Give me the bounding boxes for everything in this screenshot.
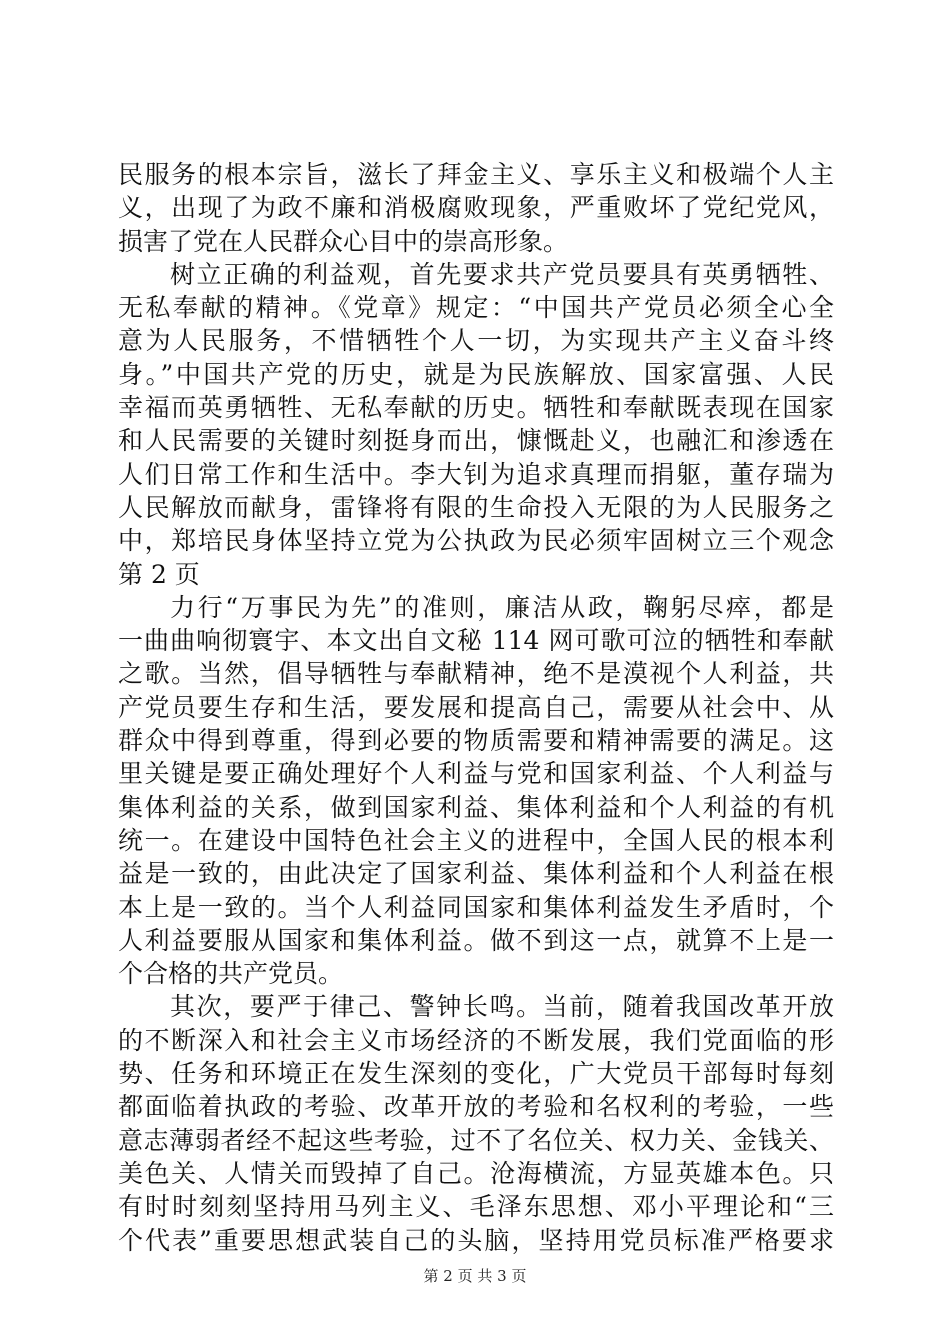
text-line: 之歌。当然，倡导牺牲与奉献精神，绝不是漠视个人利益，共: [118, 659, 834, 689]
text-line: 幸福而英勇牺牲、无私奉献的历史。牺牲和奉献既表现在国家: [118, 393, 834, 423]
text-line: 无私奉献的精神。《党章》规定：“中国共产党员必须全心全: [118, 293, 834, 323]
text-line: 力行“万事民为先”的准则，廉洁从政，鞠躬尽瘁，都是: [170, 592, 834, 622]
text-line: 意为人民服务，不惜牺牲个人一切，为实现共产主义奋斗终: [118, 326, 834, 356]
text-line: 意志薄弱者经不起这些考验，过不了名位关、权力关、金钱关、: [118, 1125, 834, 1155]
text-line: 美色关、人情关而毁掉了自己。沧海横流，方显英雄本色。只: [118, 1158, 834, 1188]
text-line: 人利益要服从国家和集体利益。做不到这一点，就算不上是一: [118, 925, 834, 955]
text-line: 势、任务和环境正在发生深刻的变化，广大党员干部每时每刻: [118, 1059, 834, 1089]
text-line: 一曲曲响彻寰宇、本文出自文秘 114 网可歌可泣的牺牲和奉献: [118, 626, 834, 656]
text-line: 人民解放而献身，雷锋将有限的生命投入无限的为人民服务之: [118, 492, 834, 522]
text-line: 本上是一致的。当个人利益同国家和集体利益发生矛盾时，个: [118, 892, 834, 922]
text-line: 中，郑培民身体坚持立党为公执政为民必须牢固树立三个观念: [118, 526, 834, 556]
text-line: 群众中得到尊重，得到必要的物质需要和精神需要的满足。这: [118, 726, 834, 756]
text-line: 个代表”重要思想武装自己的头脑，坚持用党员标准严格要求: [118, 1225, 834, 1255]
text-line: 统一。在建设中国特色社会主义的进程中，全国人民的根本利: [118, 825, 834, 855]
document-body: [118, 158, 834, 1257]
text-line: 个合格的共产党员。: [118, 959, 344, 989]
text-line: 和人民需要的关键时刻挺身而出，慷慨赴义，也融汇和渗透在: [118, 426, 834, 456]
text-line: 集体利益的关系，做到国家利益、集体利益和个人利益的有机: [118, 792, 834, 822]
text-line: 的不断深入和社会主义市场经济的不断发展，我们党面临的形: [118, 1025, 834, 1055]
text-line: 里关键是要正确处理好个人利益与党和国家利益、个人利益与: [118, 759, 834, 789]
text-line: 身。”中国共产党的历史，就是为民族解放、国家富强、人民: [118, 359, 834, 389]
text-line: 其次，要严于律己、警钟长鸣。当前，随着我国改革开放: [170, 992, 834, 1022]
text-line: 民服务的根本宗旨，滋长了拜金主义、享乐主义和极端个人主: [118, 160, 834, 189]
text-line: 人们日常工作和生活中。李大钊为追求真理而捐躯，董存瑞为: [118, 459, 834, 489]
text-line: 益是一致的，由此决定了国家利益、集体利益和个人利益在根: [118, 859, 834, 889]
text-line: 第 2 页: [118, 559, 200, 589]
text-line: 有时时刻刻坚持用马列主义、毛泽东思想、邓小平理论和“三: [118, 1192, 834, 1222]
text-line: 都面临着执政的考验、改革开放的考验和名权利的考验，一些: [118, 1092, 834, 1122]
text-line: 产党员要生存和生活，要发展和提高自己，需要从社会中、从: [118, 692, 834, 722]
page-footer: 第 2 页 共 3 页: [423, 1267, 527, 1285]
text-line: 树立正确的利益观，首先要求共产党员要具有英勇牺牲、: [170, 259, 834, 289]
text-line: 义，出现了为政不廉和消极腐败现象，严重败坏了党纪党风，: [118, 193, 834, 223]
text-line: 损害了党在人民群众心目中的崇高形象。: [118, 226, 569, 256]
